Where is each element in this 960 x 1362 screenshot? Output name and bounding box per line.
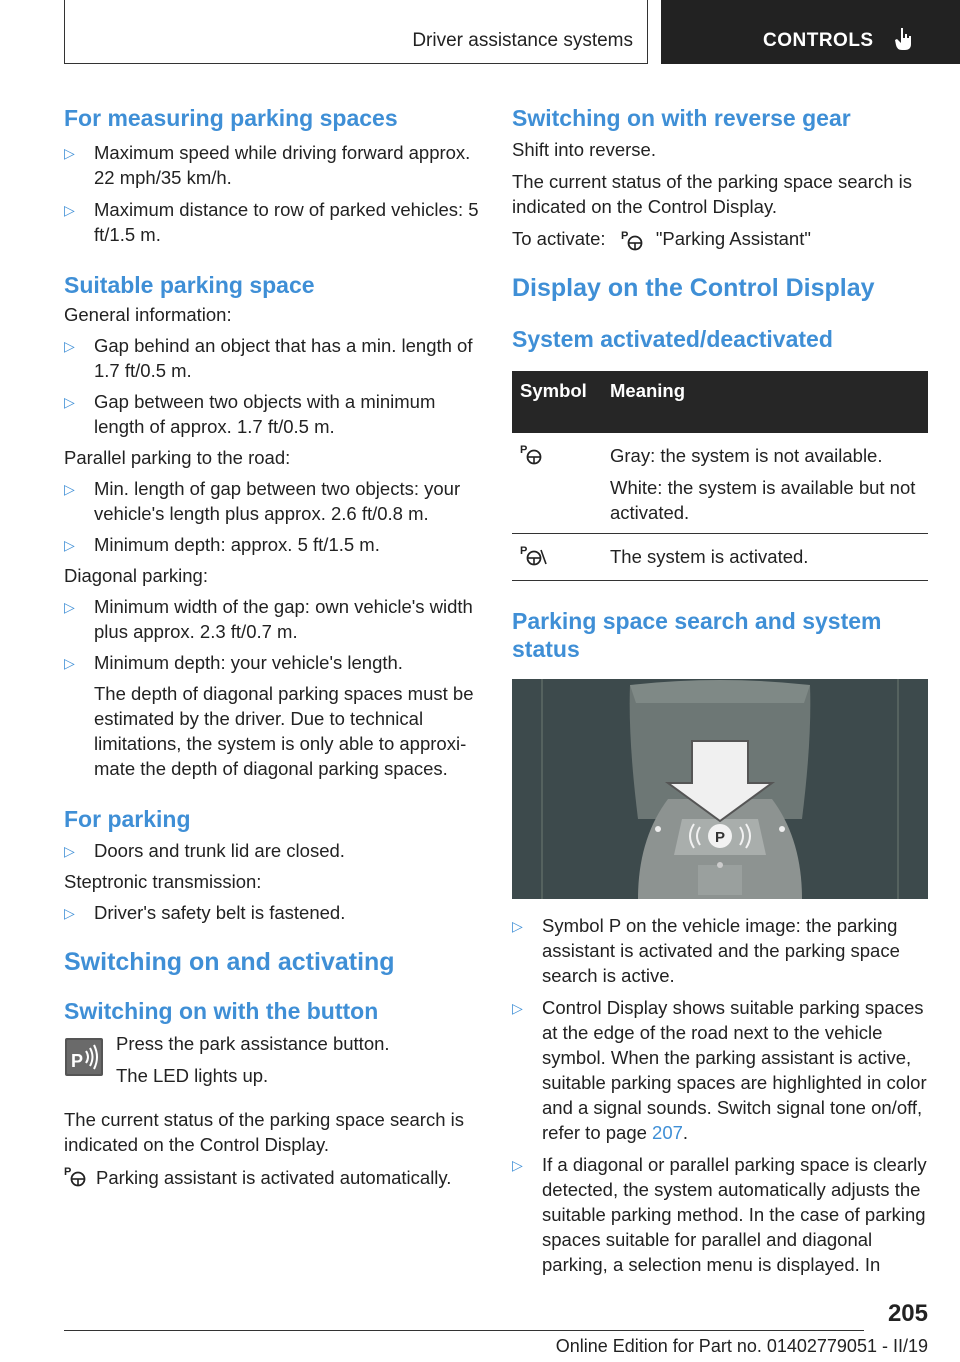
table-cell-text: White: the system is available but not activated. <box>610 477 916 524</box>
parking-assistant-symbol-icon <box>64 1165 88 1187</box>
reverse-p1: Shift into reverse. <box>512 139 656 160</box>
bullet-triangle-icon: ▷ <box>64 338 75 354</box>
bullet-triangle-icon: ▷ <box>512 1000 523 1017</box>
suitable-title: Suitable parking space <box>64 272 315 298</box>
diagonal-label: Diagonal parking: <box>64 565 208 586</box>
list-item: ▷ Doors and trunk lid are closed. <box>64 838 480 863</box>
bullet-triangle-icon: ▷ <box>64 843 75 859</box>
list-item: ▷ Symbol P on the vehicle image: the parking assistant is activated and the parking space search is active. <box>512 915 900 987</box>
header-section-box <box>64 0 648 64</box>
parking-assistant-gray-icon <box>520 443 544 465</box>
auto-text: Parking assistant is activated automatically. <box>96 1167 452 1188</box>
list-item: ▷ Driver's safety belt is fastened. <box>64 900 480 925</box>
list-item: ▷ Minimum depth: your vehicle's length. <box>64 650 480 675</box>
list-item: ▷ Gap behind an object that has a min. length of 1.7 ft/0.5 m. <box>64 335 473 381</box>
button-line1: Press the park assistance button. <box>116 1033 390 1054</box>
table-row <box>512 534 928 581</box>
header-section-title: Driver assistance systems <box>412 30 633 51</box>
svg-text:P: P <box>520 545 528 558</box>
bullet-triangle-icon: ▷ <box>512 1157 523 1174</box>
list-item: ▷ Control Display shows suitable parking spaces at the edge of the road next to the vehicle symbol. When the parking assistant is active, suitable parking spaces are highlighted in color and a signal sounds. Switch signal tone on/off, refer to page 207. <box>512 997 927 1144</box>
svg-text:P: P <box>620 230 629 243</box>
steering-hand-icon <box>893 26 915 52</box>
bullet-triangle-icon: ▷ <box>64 537 75 553</box>
general-info: General information: <box>64 304 232 325</box>
list-item: ▷ Min. length of gap between two objects: your vehicle's length plus approx. 2.6 ft/0.8 m. <box>64 478 461 524</box>
header-chapter-box <box>661 0 960 64</box>
bullet-triangle-icon: ▷ <box>64 394 75 410</box>
svg-text:P: P <box>520 444 528 457</box>
page-number: 205 <box>887 1300 928 1327</box>
list-item: ▷ If a diagonal or parallel parking space is clearly detected, the system automatically adjusts the suitable parking method. In the case of parking spaces suitable for parallel and diagonal parking, a selection menu is displayed. In <box>512 1154 927 1276</box>
footer-divider <box>64 1330 864 1331</box>
search-title: Parking space search and system status <box>512 608 882 663</box>
bullet-triangle-icon: ▷ <box>64 655 75 671</box>
bullet-triangle-icon: ▷ <box>64 905 75 921</box>
bullet-triangle-icon: ▷ <box>64 481 75 497</box>
reverse-p2: The current status of the parking space search is indicated on the Control Display. <box>512 171 913 217</box>
bullet-triangle-icon: ▷ <box>64 202 75 218</box>
steptronic-label: Steptronic transmission: <box>64 871 262 892</box>
list-item: ▷ Minimum depth: approx. 5 ft/1.5 m. <box>64 532 480 557</box>
bullet-triangle-icon: ▷ <box>64 599 75 615</box>
left-column <box>64 100 480 1190</box>
header-chapter-title: CONTROLS <box>763 30 874 51</box>
list-item: ▷ Maximum distance to row of parked vehicles: 5 ft/1.5 m. <box>64 199 479 245</box>
table-cell-text: Gray: the system is not available. <box>610 445 883 467</box>
parking-assistant-active-icon <box>520 544 548 566</box>
button-title: Switching on with the button <box>64 998 379 1024</box>
svg-text:P: P <box>64 1166 72 1178</box>
switching-title: Switching on and activating <box>64 948 395 976</box>
measuring-title: For measuring parking spaces <box>64 105 398 131</box>
list-item: ▷ Minimum width of the gap: own vehicle's width plus approx. 2.3 ft/0.7 m. <box>64 596 473 642</box>
bullet-triangle-icon: ▷ <box>512 918 523 935</box>
display-title: Display on the Control Display <box>512 274 875 303</box>
page-ref-link[interactable]: 207 <box>652 1122 683 1144</box>
footer-edition: Online Edition for Part no. 01402779051 - II/19 <box>555 1336 928 1356</box>
right-column <box>512 100 928 1277</box>
list-item: ▷ Gap between two objects with a minimum length of approx. 1.7 ft/0.5 m. <box>64 391 436 437</box>
control-display-image <box>512 679 928 899</box>
svg-text:P: P <box>71 1051 84 1071</box>
svg-text:P: P <box>715 829 726 847</box>
button-line2: The LED lights up. <box>116 1065 269 1086</box>
table-header-symbol: Symbol <box>512 371 602 433</box>
reverse-title: Switching on with reverse gear <box>512 105 851 131</box>
table-cell-text: The system is activated. <box>602 534 928 581</box>
activate-line: To activate: P "Parking Assistant" <box>512 226 928 251</box>
park-assist-button-icon <box>64 1037 104 1077</box>
bullet-triangle-icon: ▷ <box>64 145 75 161</box>
parking-title: For parking <box>64 806 191 832</box>
symbol-table <box>512 371 928 581</box>
status-text: The current status of the parking space search is indicated on the Control Display. <box>64 1109 465 1155</box>
diagonal-note: The depth of diagonal parking spaces must be estimated by the driver. Due to technical limitations, the system is only able to approximate the depth of diagonal parking spaces. <box>94 683 474 779</box>
table-row <box>512 433 928 534</box>
table-header-meaning: Meaning <box>602 371 928 433</box>
list-item: ▷ Maximum speed while driving forward approx. 22 mph/35 km/h. <box>64 142 471 188</box>
parking-assistant-symbol-icon <box>619 229 647 251</box>
sysact-title: System activated/deactivated <box>512 326 833 353</box>
parallel-label: Parallel parking to the road: <box>64 447 291 468</box>
